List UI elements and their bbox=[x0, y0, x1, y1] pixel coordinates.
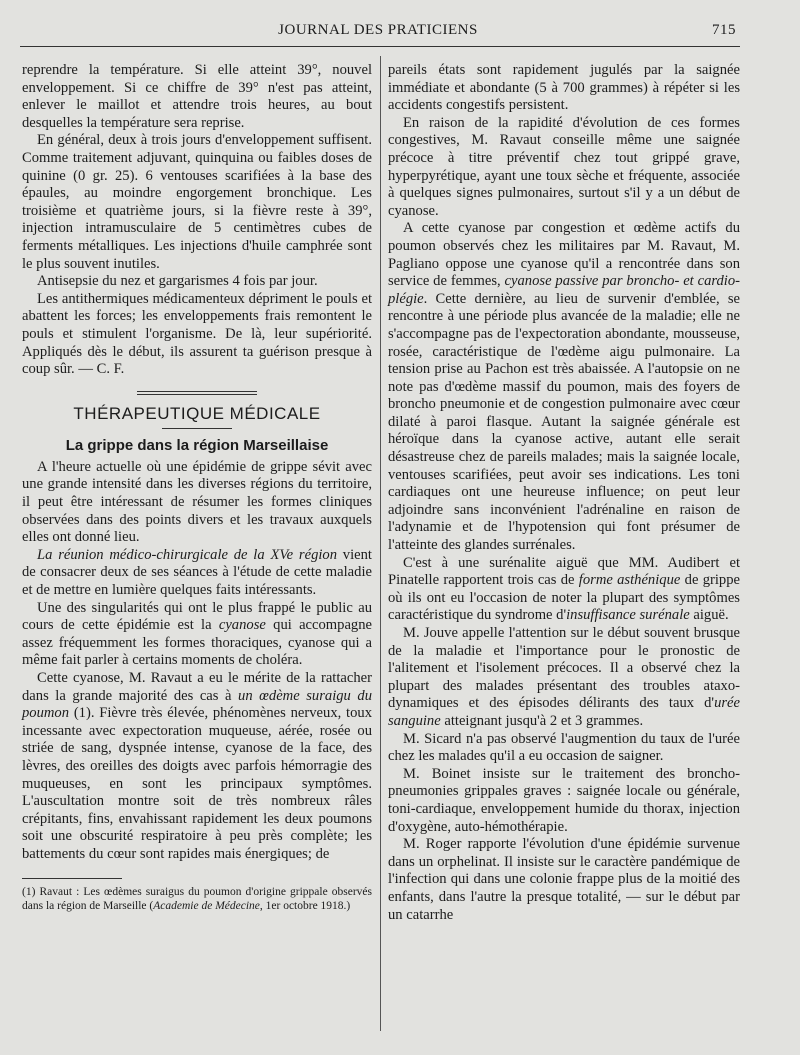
text-span: Cette cyanose, M. Ravaut a eu le mérite de la rattacher dans la grande majorité des cas à bbox=[22, 670, 372, 704]
paragraph bbox=[22, 547, 372, 600]
text-span: qui accompagne assez fréquemment les formes thoraciques, cyanose qui a même fait parler à certains moments de choléra. bbox=[22, 617, 372, 669]
column-divider bbox=[380, 56, 381, 1031]
paragraph: M. Roger rapporte l'évolution d'une épidémie survenue dans un orphelinat. Il insiste sur le caractère pandémique de l'infection qui dans une colonie frappe plus de la moitié des enfants, dans l'autre la presque totalité, — sur le début par un catarrhe bbox=[388, 836, 740, 923]
italic-text: cyanose bbox=[218, 617, 266, 634]
italic-text: La réunion médico-chirurgicale de la XVe région bbox=[37, 546, 338, 563]
italic-text: forme asthénique bbox=[578, 572, 681, 589]
paragraph: M. Boinet insiste sur le traitement des broncho-pneumonies grippales graves : saignée locale ou générale, toni-cardiaque, enveloppement humide du thorax, injection d'oxygène, auto-hémothérapie. bbox=[388, 765, 740, 835]
text-span: . Cette dernière, au lieu de survenir d'emblée, se rencontre à une période plus avancée de la maladie; elle ne s'accompagne pas de l'expectoration abondante, mousseuse, rosée, caractéristique de l'œdème aigu pulmonaire. La tension prise au Pachon est très abaissée. A l'autopsie on ne note pas d'œdème massif du poumon, mais des foyers de broncho pneumonie et de congestion pulmonaire avec cœur dilaté à paroi flasque. Autant la saignée générale est héroïque dans la cyanose active, autant elle serait désastreuse chez de pareils malades; mais la saignée locale, ventouses scarifiées, peut avoir ses indications. Les toni cardiaques ont une heureuse influence; on peut leur adjoindre sans inconvénient l'adrénaline en raison de l'adynamie et de l'hypotension qui font présumer de l'atteinte des glandes surrénales. bbox=[388, 290, 740, 554]
text-span: (1). Fièvre très élevée, phénomènes nerveux, toux incessante avec expectoration muqueuse, aérée, rosée ou striée de sang, dyspnée intense, cyanose de la face, des lèvres, des oreilles des doigts avec parfois hémorragie des muqueuses, en sont les principaux symptômes. L'auscultation montre soit de très nombreux râles crépitants, fins, envahissant rapidement les deux poumons soit une obscurité respiratoire à peu près complète; les battements du cœur sont rapides mais énergiques; de bbox=[22, 705, 372, 862]
text-span: de grippe où ils ont eu l'occasion de noter la plupart des symptômes caractéristique du syndrome d' bbox=[388, 572, 740, 624]
section-underline bbox=[162, 428, 232, 429]
text-span: (1) Ravaut : Les œdèmes suraigus du poumon d'origine grippale observés dans la région de Marseille ( bbox=[22, 885, 372, 912]
paragraph: En général, deux à trois jours d'enveloppement suffisent. Comme traitement adjuvant, quinquina ou faibles doses de quinine (0 gr. 25). 6 ventouses scarifiées à la base des épaules, au moindre engorgement bronchique. Les troisième et quatrième jours, si la fièvre reste à 39°, injection intramusculaire de 5 centimètres cubes de ferments métalliques. Les injections d'huile camphrée sont le plus souvent inutiles. bbox=[22, 132, 372, 272]
text-span: Une des singularités qui ont le plus frappé le public au cours de cette épidémie est la bbox=[22, 599, 372, 634]
italic-text: urée sanguine bbox=[388, 695, 740, 729]
page-number: 715 bbox=[712, 22, 736, 38]
section-title: THÉRAPEUTIQUE MÉDICALE bbox=[73, 403, 321, 423]
right-column bbox=[388, 62, 740, 924]
paragraph: Antisepsie du nez et gargarismes 4 fois par jour. bbox=[37, 273, 318, 290]
text-span: M. Jouve appelle l'attention sur le début souvent brusque de la maladie et l'importance pour le pronostic de l'alitement et l'isolement précoces. Il a observé chez la plupart des malades présentant des troubles ataxo-dynamiques et des épisodes délirants des taux d' bbox=[388, 625, 740, 712]
footnote-rule bbox=[22, 878, 122, 879]
text-span: C'est à une surénalite aiguë que MM. Audibert et Pinatelle rapportent trois cas de bbox=[388, 554, 740, 589]
text-span: aiguë. bbox=[689, 607, 729, 624]
paragraph: A l'heure actuelle où une épidémie de grippe sévit avec une grande intensité dans les diverses régions du territoire, il peut être intéressant de résumer les formes cliniques observées dans des points divers et les travaux auxquels elles ont donné lieu. bbox=[22, 458, 372, 546]
paragraph: pareils états sont rapidement jugulés par la saignée immédiate et abondante (5 à 700 grammes) à répéter si les accidents congestifs persistent. bbox=[388, 62, 740, 114]
section-separator bbox=[137, 391, 257, 395]
footnote bbox=[22, 885, 372, 913]
journal-title: JOURNAL DES PRATICIENS bbox=[278, 22, 478, 38]
paragraph bbox=[388, 220, 740, 554]
article-title: La grippe dans la région Marseillaise bbox=[65, 437, 329, 455]
paragraph: M. Sicard n'a pas observé l'augmention du taux de l'urée chez les malades qu'il a eu occasion de saigner. bbox=[388, 730, 740, 765]
italic-text: insuffisance surénale bbox=[566, 607, 690, 624]
header-rule bbox=[20, 46, 740, 47]
paragraph bbox=[22, 670, 372, 864]
italic-text: cyanose passive par broncho- et cardio-plégie bbox=[388, 273, 741, 307]
left-column bbox=[22, 62, 372, 913]
paragraph: En raison de la rapidité d'évolution de ces formes congestives, M. Ravaut conseille même une saignée précoce à titre préventif chez tout grippé grave, hyperpyrétique, ayant une toux sèche et fréquente, associée à quelques signes pulmonaires, surtout s'il y a un début de cyanose. bbox=[388, 114, 740, 219]
text-span: atteignant jusqu'à 2 et 3 grammes. bbox=[440, 712, 644, 729]
italic-text: un œdème suraigu du poumon bbox=[22, 687, 372, 722]
paragraph: Les antithermiques médicamenteux dépriment le pouls et abattent les forces; les enveloppements frais remontent le pouls et stimulent l'organisme. De là, leur supériorité. Appliqués dès le début, ils assurent ta guérison presque à coup sûr. — C. F. bbox=[22, 290, 372, 378]
italic-text: Academie de Médecine bbox=[153, 899, 260, 912]
paragraph bbox=[22, 600, 372, 670]
text-span: , 1er octobre 1918.) bbox=[259, 899, 351, 912]
text-span: A cette cyanose par congestion et œdème actifs du poumon observés chez les militaires par M. Ravaut, M. Pagliano oppose une cyanose qu'il a rencontrée dans son service de femmes, bbox=[388, 220, 740, 290]
paragraph bbox=[388, 625, 740, 731]
page-header bbox=[20, 22, 736, 42]
text-span: vient de consacrer deux de ses séances à l'étude de cette maladie et de mettre en lumière quelques faits intéressants. bbox=[22, 546, 372, 599]
paragraph bbox=[388, 555, 740, 625]
paragraph: reprendre la température. Si elle atteint 39°, nouvel enveloppement. Si ce chiffre de 39° n'est pas atteint, enlever le maillot et attendre trois heures, au bout desquelles la température sera reprise. bbox=[22, 62, 372, 131]
